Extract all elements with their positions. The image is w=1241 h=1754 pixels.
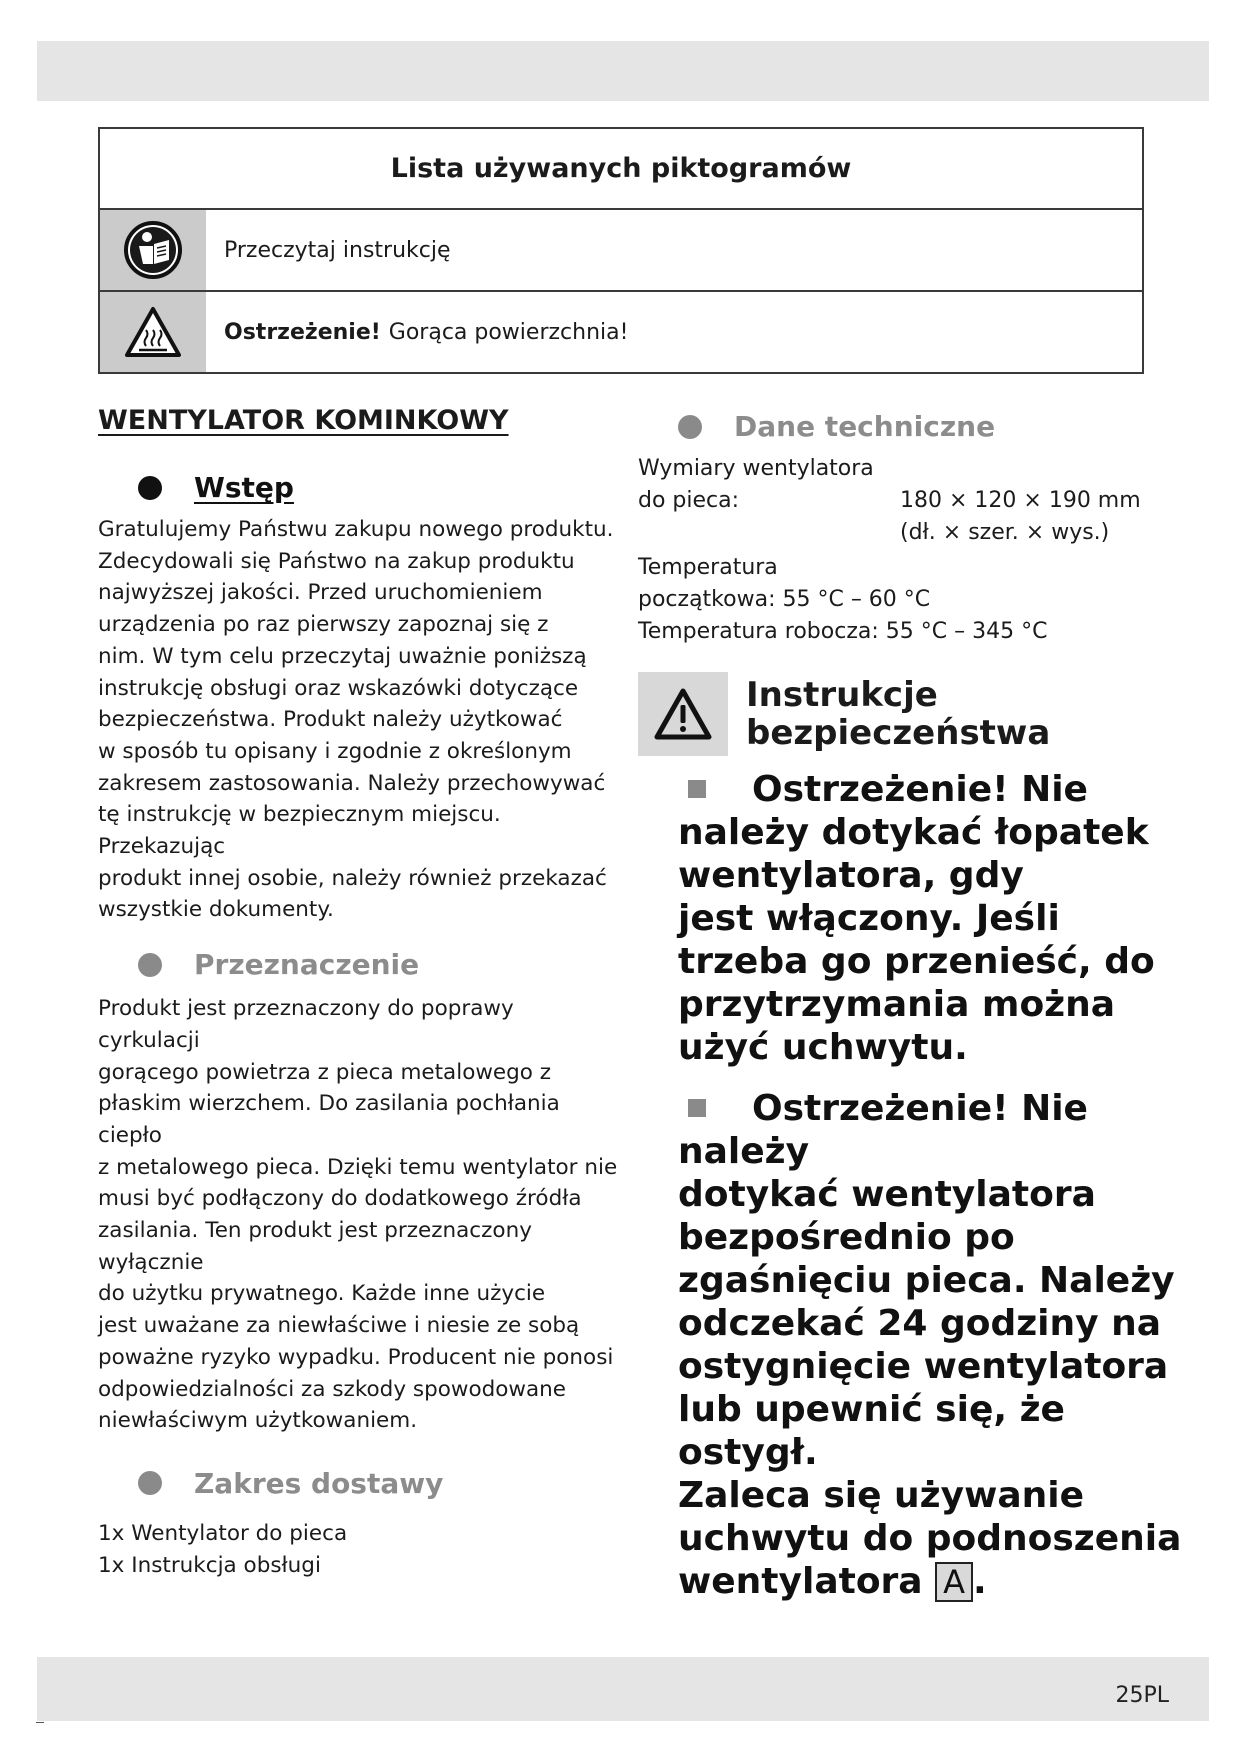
text-line: odpowiedzialności za szkody spowodowane xyxy=(98,1376,567,1402)
spec-row xyxy=(638,584,1198,616)
bullet-icon xyxy=(138,1471,162,1495)
warning-line: wentylatora, gdy xyxy=(678,855,1024,896)
pictogram-row xyxy=(100,210,1142,290)
text-line: niewłaściwym użytkowaniem. xyxy=(98,1408,418,1434)
text-line: do użytku prywatnego. Każde inne użycie xyxy=(98,1281,546,1307)
text-line: produkt innej osobie, należy również przekazać xyxy=(98,865,607,891)
warning-line: uchwytu do podnoszenia xyxy=(678,1518,1182,1559)
text-line: Gratulujemy Państwu zakupu nowego produktu. xyxy=(98,517,614,542)
spec-row xyxy=(638,552,1198,584)
text-line: w sposób tu opisany i zgodnie z określonym xyxy=(98,738,572,764)
text-line: tę instrukcję w bezpiecznym miejscu. Przekazując xyxy=(98,802,501,860)
safety-title-line: Instrukcje xyxy=(746,675,938,715)
warning-label: Ostrzeżenie! xyxy=(224,319,381,345)
warning-line: bezpośrednio po xyxy=(678,1217,1015,1258)
warning-line: zgaśnięciu pieca. Należy xyxy=(678,1260,1175,1301)
spec-label: do pieca: xyxy=(638,488,740,513)
section-heading-label: Zakres dostawy xyxy=(194,1466,444,1500)
warning-line: ostygnięcie wentylatora xyxy=(678,1346,1169,1387)
left-column xyxy=(98,405,618,1581)
text-line: urządzenia po raz pierwszy zapoznaj się z xyxy=(98,612,549,638)
read-manual-icon xyxy=(100,210,206,290)
warning-line xyxy=(678,1560,1198,1603)
warning-line: użyć uchwytu. xyxy=(678,1027,968,1068)
text-line: instrukcję obsługi oraz wskazówki dotyczące xyxy=(98,675,579,701)
warning-line: należy dotykać łopatek xyxy=(678,812,1149,853)
spec-label: Wymiary wentylatora xyxy=(638,456,874,481)
purpose-paragraph xyxy=(98,993,618,1437)
warning-line: Ostrzeżenie! Nie xyxy=(752,769,1088,810)
warning-paragraph xyxy=(678,1087,1198,1603)
text-line: wszystkie dokumenty. xyxy=(98,897,334,923)
section-heading-purpose xyxy=(138,948,618,981)
section-heading-label: Dane techniczne xyxy=(734,410,996,443)
bullet-icon xyxy=(138,953,162,977)
product-title: WENTYLATOR KOMINKOWY xyxy=(98,405,509,436)
text-line: nim. W tym celu przeczytaj uważnie poniższą xyxy=(98,643,587,669)
text-line: Zdecydowali się Państwo na zakup produktu xyxy=(98,548,575,574)
text-line: Produkt jest przeznaczony do poprawy cyrkulacji xyxy=(98,996,514,1053)
warning-line: trzeba go przenieść, do xyxy=(678,941,1155,982)
section-heading-label: Przeznaczenie xyxy=(194,948,420,982)
warning-line: przytrzymania można xyxy=(678,984,1116,1025)
text-line: płaskim wierzchem. Do zasilania pochłania ciepło xyxy=(98,1091,560,1148)
header-band xyxy=(37,41,1209,101)
safety-title-line: bezpieczeństwa xyxy=(746,713,1051,753)
section-heading-intro xyxy=(138,471,618,504)
spec-row xyxy=(638,616,1198,648)
page-number: 25PL xyxy=(1115,1683,1169,1708)
warning-triangle-icon xyxy=(638,672,728,756)
section-heading-delivery xyxy=(138,1467,618,1500)
square-bullet-icon xyxy=(688,1099,706,1117)
delivery-list xyxy=(98,1518,618,1581)
text-line: jest uważane za niewłaściwe i niesie ze sobą xyxy=(98,1313,580,1339)
part-label-box: A xyxy=(935,1562,973,1602)
footer-band xyxy=(37,1657,1209,1721)
pictogram-table xyxy=(98,127,1144,374)
spec-row xyxy=(638,517,1198,549)
hot-surface-warning-icon xyxy=(100,292,206,372)
warning-line-text: wentylatora xyxy=(678,1561,923,1602)
section-heading-label: Wstęp xyxy=(194,471,294,504)
text-line: zasilania. Ten produkt jest przeznaczony wyłącznie xyxy=(98,1218,532,1275)
spec-row xyxy=(638,485,1198,517)
warning-line: Ostrzeżenie! Nie należy xyxy=(678,1088,1088,1172)
warning-line: Zaleca się używanie xyxy=(678,1475,1085,1516)
section-heading-tech xyxy=(678,410,1198,443)
spec-value: Temperatura robocza: 55 °C – 345 °C xyxy=(638,619,1048,644)
square-bullet-icon xyxy=(688,780,706,798)
warning-paragraph xyxy=(678,768,1198,1069)
text-line: bezpieczeństwa. Produkt należy użytkować xyxy=(98,707,563,733)
warning-line: dotykać wentylatora xyxy=(678,1174,1096,1215)
pictogram-label: Gorąca powierzchnia! xyxy=(388,319,629,345)
warning-line: jest włączony. Jeśli xyxy=(678,898,1060,939)
safety-heading xyxy=(638,672,1198,756)
text-line: zakresem zastosowania. Należy przechowywać xyxy=(98,770,606,796)
bullet-icon xyxy=(138,476,162,500)
spec-value: 180 × 120 × 190 mm xyxy=(900,488,1141,513)
intro-paragraph xyxy=(98,514,618,926)
spec-value: początkowa: 55 °C – 60 °C xyxy=(638,587,931,612)
warning-line: odczekać 24 godziny na xyxy=(678,1303,1162,1344)
text-line: musi być podłączony do dodatkowego źródła xyxy=(98,1186,582,1212)
list-item: 1x Wentylator do pieca xyxy=(98,1520,348,1546)
spec-label-empty xyxy=(638,517,900,549)
end-punctuation: . xyxy=(973,1561,987,1602)
pictogram-table-title: Lista używanych piktogramów xyxy=(100,129,1142,210)
spec-table xyxy=(638,453,1198,648)
warning-line: lub upewnić się, że ostygł. xyxy=(678,1389,1065,1473)
safety-title xyxy=(746,676,1050,752)
spec-label: Temperatura xyxy=(638,555,778,580)
text-line: z metalowego pieca. Dzięki temu wentylator nie xyxy=(98,1154,618,1180)
right-column xyxy=(638,405,1198,1603)
text-line: poważne ryzyko wypadku. Producent nie ponosi xyxy=(98,1344,614,1370)
text-line: najwyższej jakości. Przed uruchomieniem xyxy=(98,580,543,606)
crop-mark xyxy=(36,1722,44,1723)
pictogram-label: Przeczytaj instrukcję xyxy=(224,237,451,263)
list-item: 1x Instrukcja obsługi xyxy=(98,1552,321,1578)
spec-value: (dł. × szer. × wys.) xyxy=(900,520,1110,545)
spec-row xyxy=(638,453,1198,485)
bullet-icon xyxy=(678,415,702,439)
text-line: gorącego powietrza z pieca metalowego z xyxy=(98,1059,552,1085)
pictogram-row xyxy=(100,290,1142,372)
